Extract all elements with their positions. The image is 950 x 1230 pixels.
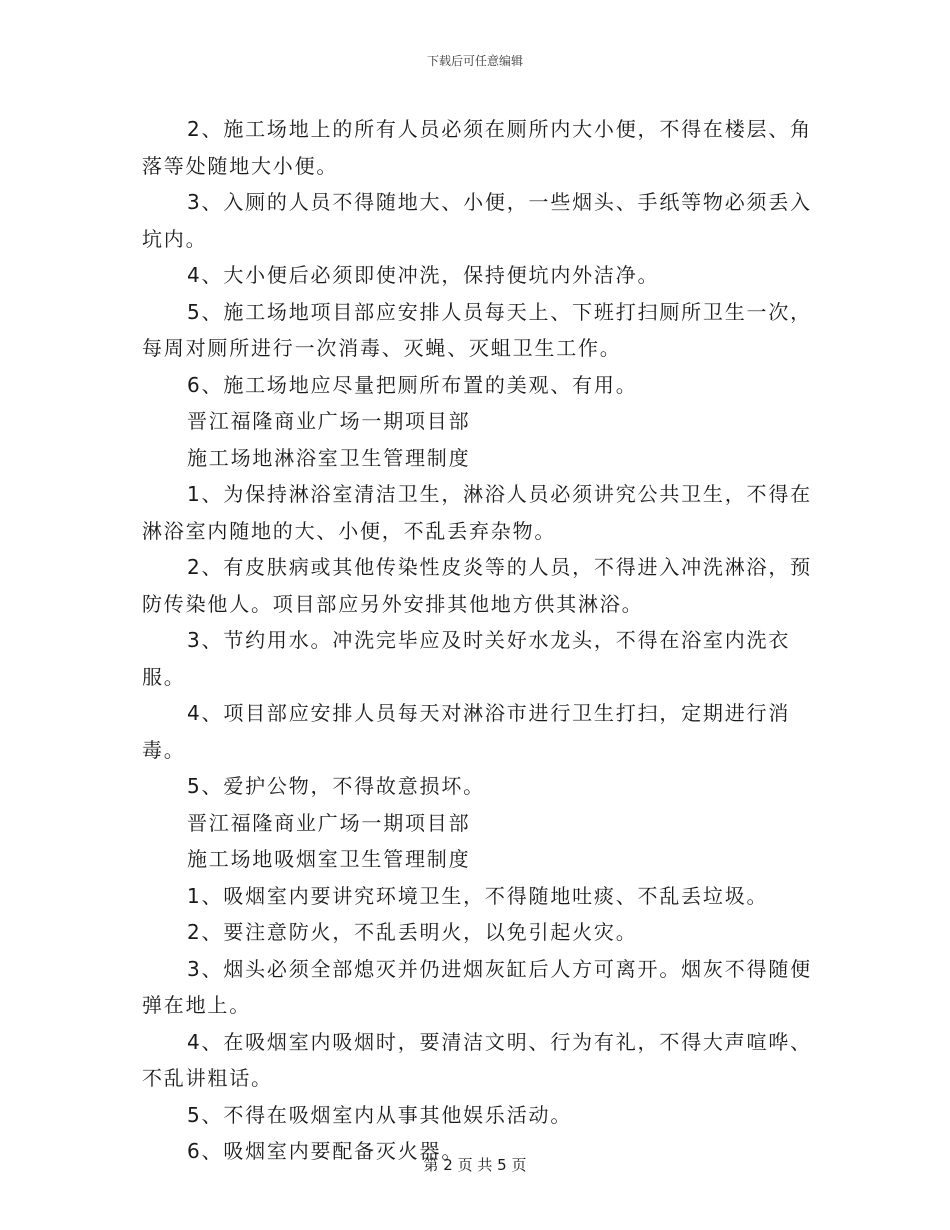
paragraph: 2、施工场地上的所有人员必须在厕所内大小便，不得在楼层、角落等处随地大小便。 (142, 117, 812, 178)
paragraph: 6、施工场地应尽量把厕所布置的美观、有用。 (187, 372, 638, 397)
paragraph: 4、项目部应安排人员每天对淋浴市进行卫生打扫，定期进行消毒。 (142, 701, 791, 762)
section-title: 施工场地淋浴室卫生管理制度 (187, 445, 471, 470)
paragraph: 1、吸烟室内要讲究环境卫生，不得随地吐痰、不乱丢垃圾。 (187, 883, 769, 908)
paragraph: 3、节约用水。冲洗完毕应及时关好水龙头，不得在浴室内洗衣服。 (142, 628, 791, 689)
paragraph: 4、大小便后必须即使冲洗，保持便坑内外洁净。 (187, 263, 660, 287)
document-body (142, 111, 822, 1170)
paragraph: 1、为保持淋浴室清洁卫生，淋浴人员必须讲究公共卫生，不得在淋浴室内随地的大、小便，不乱丢弃杂物。 (142, 482, 812, 543)
paragraph: 2、有皮肤病或其他传染性皮炎等的人员，不得进入冲洗淋浴，预防传染他人。项目部应另外安排其他地方供其淋浴。 (142, 555, 812, 616)
page-header: 下载后可任意编辑 (426, 54, 523, 68)
paragraph: 3、烟头必须全部熄灭并仍进烟灰缸后人方可离开。烟灰不得随便弹在地上。 (142, 956, 812, 1017)
section-title: 施工场地吸烟室卫生管理制度 (187, 847, 471, 871)
section-organization: 晋江福隆商业广场一期项目部 (187, 810, 471, 835)
paragraph: 4、在吸烟室内吸烟时，要清洁文明、行为有礼，不得大声喧哗、不乱讲粗话。 (142, 1029, 812, 1090)
paragraph: 6、吸烟室内要配备灭火器。 (187, 1139, 464, 1163)
paragraph: 3、入厕的人员不得随地大、小便，一些烟头、手纸等物必须丢入坑内。 (142, 190, 812, 251)
paragraph: 5、施工场地项目部应安排人员每天上、下班打扫厕所卫生一次，每周对厕所进行一次消毒、灭蝇、灭蛆卫生工作。 (142, 299, 812, 360)
paragraph: 5、爱护公物，不得故意损坏。 (187, 774, 485, 798)
page-number: 第 2 页 共 5 页 (423, 1156, 527, 1174)
section-organization: 晋江福隆商业广场一期项目部 (187, 409, 471, 433)
paragraph: 2、要注意防火，不乱丢明火，以免引起火灾。 (187, 920, 638, 944)
paragraph: 5、不得在吸烟室内从事其他娱乐活动。 (187, 1102, 573, 1127)
